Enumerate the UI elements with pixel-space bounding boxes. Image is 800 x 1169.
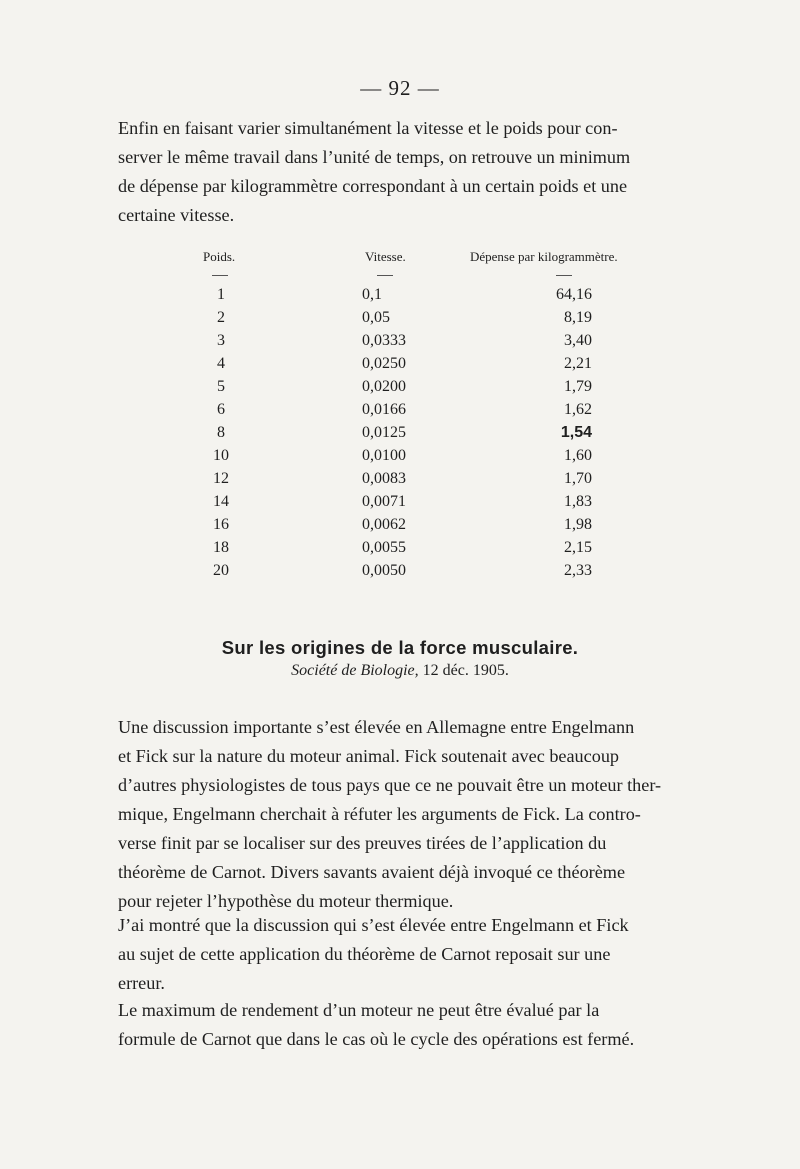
cell-poids: 6	[217, 401, 225, 418]
cell-vitesse: 0,0055	[362, 539, 406, 556]
intro-line: Enfin en faisant varier simultanément la vitesse et le poids pour con-	[118, 118, 618, 138]
intro-line: certaine vitesse.	[118, 205, 235, 225]
cell-depense: 1,79	[564, 378, 592, 395]
table-row	[0, 516, 800, 539]
cell-vitesse: 0,05	[362, 309, 390, 326]
cell-vitesse: 0,0333	[362, 332, 406, 349]
cell-depense: 2,33	[564, 562, 592, 579]
cell-poids: 2	[217, 309, 225, 326]
source-date: 12 déc. 1905.	[422, 662, 509, 679]
cell-depense: 2,21	[564, 355, 592, 372]
cell-vitesse: 0,0062	[362, 516, 406, 533]
intro-line: server le même travail dans l’unité de temps, on retrouve un minimum	[118, 147, 631, 167]
cell-depense: 1,62	[564, 401, 592, 418]
body-line: Le maximum de rendement d’un moteur ne peut être évalué par la	[118, 1000, 600, 1020]
body-line: J’ai montré que la discussion qui s’est élevée entre Engelmann et Fick	[118, 915, 629, 935]
table-row	[0, 424, 800, 447]
cell-depense: 1,83	[564, 493, 592, 510]
body-line: théorème de Carnot. Divers savants avaient déjà invoqué ce théorème	[118, 862, 626, 882]
body-line: et Fick sur la nature du moteur animal. Fick soutenait avec beaucoup	[118, 746, 620, 766]
table-row	[0, 378, 800, 401]
cell-vitesse: 0,0200	[362, 378, 406, 395]
body-line: Une discussion importante s’est élevée en Allemagne entre Engelmann	[118, 717, 635, 737]
cell-depense: 1,70	[564, 470, 592, 487]
source-journal: Société de Biologie,	[291, 662, 419, 679]
table-row	[0, 447, 800, 470]
table-row	[0, 470, 800, 493]
cell-poids: 5	[217, 378, 225, 395]
header-vitesse: Vitesse.	[365, 249, 406, 264]
cell-poids: 16	[213, 516, 229, 533]
body-line: formule de Carnot que dans le cas où le cycle des opérations est fermé.	[118, 1029, 635, 1049]
header-depense: Dépense par kilogrammètre.	[470, 249, 618, 264]
table-row	[0, 401, 800, 424]
cell-vitesse: 0,0250	[362, 355, 406, 372]
cell-vitesse: 0,0050	[362, 562, 406, 579]
cell-depense: 1,98	[564, 516, 592, 533]
cell-vitesse: 0,0071	[362, 493, 406, 510]
table-row	[0, 309, 800, 332]
cell-depense: 64,16	[556, 286, 592, 303]
cell-poids: 14	[213, 493, 229, 510]
table-row	[0, 355, 800, 378]
intro-line: de dépense par kilogrammètre correspondant à un certain poids et une	[118, 176, 628, 196]
header-rule	[377, 275, 393, 276]
header-rule	[556, 275, 572, 276]
body-line: d’autres physiologistes de tous pays que ce ne pouvait être un moteur ther-	[118, 775, 662, 795]
header-rule	[212, 275, 228, 276]
cell-poids: 1	[217, 286, 225, 303]
cell-vitesse: 0,1	[362, 286, 382, 303]
cell-poids: 20	[213, 562, 229, 579]
cell-poids: 4	[217, 355, 225, 372]
cell-depense: 2,15	[564, 539, 592, 556]
section-source	[0, 662, 800, 680]
cell-poids: 10	[213, 447, 229, 464]
cell-poids: 8	[217, 424, 225, 441]
cell-vitesse: 0,0125	[362, 424, 406, 441]
body-line: erreur.	[118, 973, 165, 993]
table-row	[0, 332, 800, 355]
cell-vitesse: 0,0166	[362, 401, 406, 418]
cell-depense: 3,40	[564, 332, 592, 349]
body-line: verse finit par se localiser sur des preuves tirées de l’application du	[118, 833, 607, 853]
cell-poids: 18	[213, 539, 229, 556]
cell-depense: 1,60	[564, 447, 592, 464]
table-row	[0, 562, 800, 585]
cell-vitesse: 0,0083	[362, 470, 406, 487]
body-line: pour rejeter l’hypothèse du moteur thermique.	[118, 891, 454, 911]
cell-poids: 3	[217, 332, 225, 349]
table-row	[0, 539, 800, 562]
cell-vitesse: 0,0100	[362, 447, 406, 464]
cell-depense-minimum: 1,54	[560, 424, 592, 441]
header-poids: Poids.	[203, 249, 236, 264]
section-title: Sur les origines de la force musculaire.	[221, 637, 579, 658]
table-row	[0, 493, 800, 516]
page-number: — 92 —	[360, 76, 440, 100]
body-line: au sujet de cette application du théorème de Carnot reposait sur une	[118, 944, 611, 964]
table-row	[0, 286, 800, 309]
body-line: mique, Engelmann cherchait à réfuter les arguments de Fick. La contro-	[118, 804, 641, 824]
cell-poids: 12	[213, 470, 229, 487]
cell-depense: 8,19	[564, 309, 592, 326]
